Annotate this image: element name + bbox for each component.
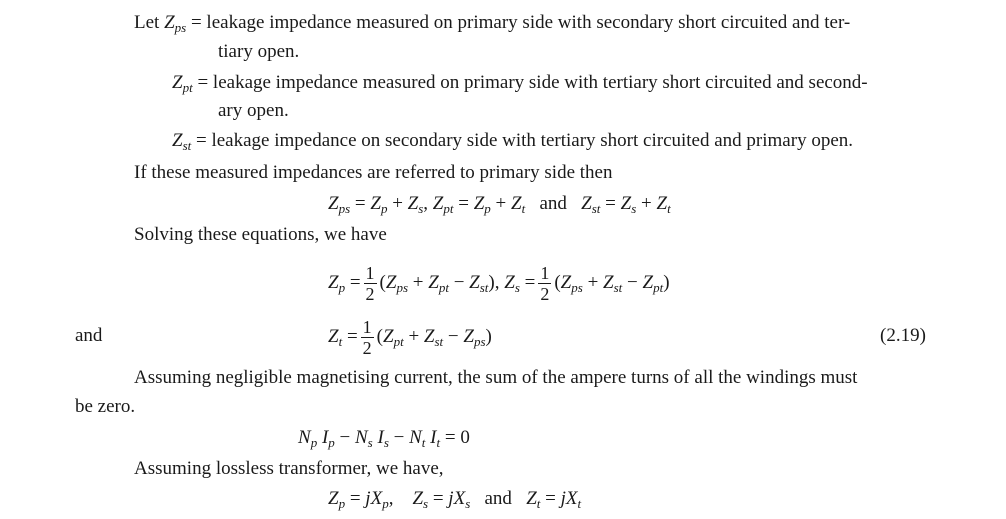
referred-sentence: If these measured impedances are referred to primary side then xyxy=(134,162,613,183)
ampere-turns-line-1: Assuming negligible magnetising current, the sum of the ampere turns of all the windings must xyxy=(134,367,858,388)
reactance-equation: $Z_p = jX_p$, $Z_s = jX_s$ and $Z_t = jX_t$ xyxy=(328,488,582,511)
equation-number: (2.19) xyxy=(880,325,926,346)
zp-zs-solution-equation: $Z_p$ = $\frac{1}{2}$ $(Z_{ps} + Z_{pt} - Z_{st})$, $Z_s$ = $\frac{1}{2}$ $(Z_{ps} + Z_{st} - Z_{pt})$ xyxy=(328,263,670,305)
solving-sentence: Solving these equations, we have xyxy=(134,224,387,245)
lossless-sentence: Assuming lossless transformer, we have, xyxy=(134,458,444,479)
zps-definition-line-1: Let $Z_{ps}$ = leakage impedance measured on primary side with secondary short circuited and ter- xyxy=(134,12,851,35)
zps-definition-line-2: tiary open. xyxy=(218,41,300,62)
zst-definition-line: $Z_{st}$ = leakage impedance on secondary side with tertiary short circuited and primary open. xyxy=(172,130,854,153)
zpt-definition-line-2: ary open. xyxy=(218,100,289,121)
impedance-sum-equation: $Z_{ps} = Z_p + Z_s$, $Z_{pt} = Z_p + Z_t$ and $Z_{st} = Z_s + Z_t$ xyxy=(328,193,671,216)
and-label: and xyxy=(75,325,103,346)
zt-solution-equation: $Z_t$ = $\frac{1}{2}$ $(Z_{pt} + Z_{st} - Z_{ps})$ xyxy=(328,317,492,359)
ampere-turns-line-2: be zero. xyxy=(75,396,136,417)
ampere-turns-equation: $N_p$ $I_p - N_s$ $I_s - N_t$ $I_t = 0$ xyxy=(298,427,470,450)
zpt-definition-line-1: $Z_{pt}$ = leakage impedance measured on primary side with tertiary short circuited and second- xyxy=(172,72,868,95)
